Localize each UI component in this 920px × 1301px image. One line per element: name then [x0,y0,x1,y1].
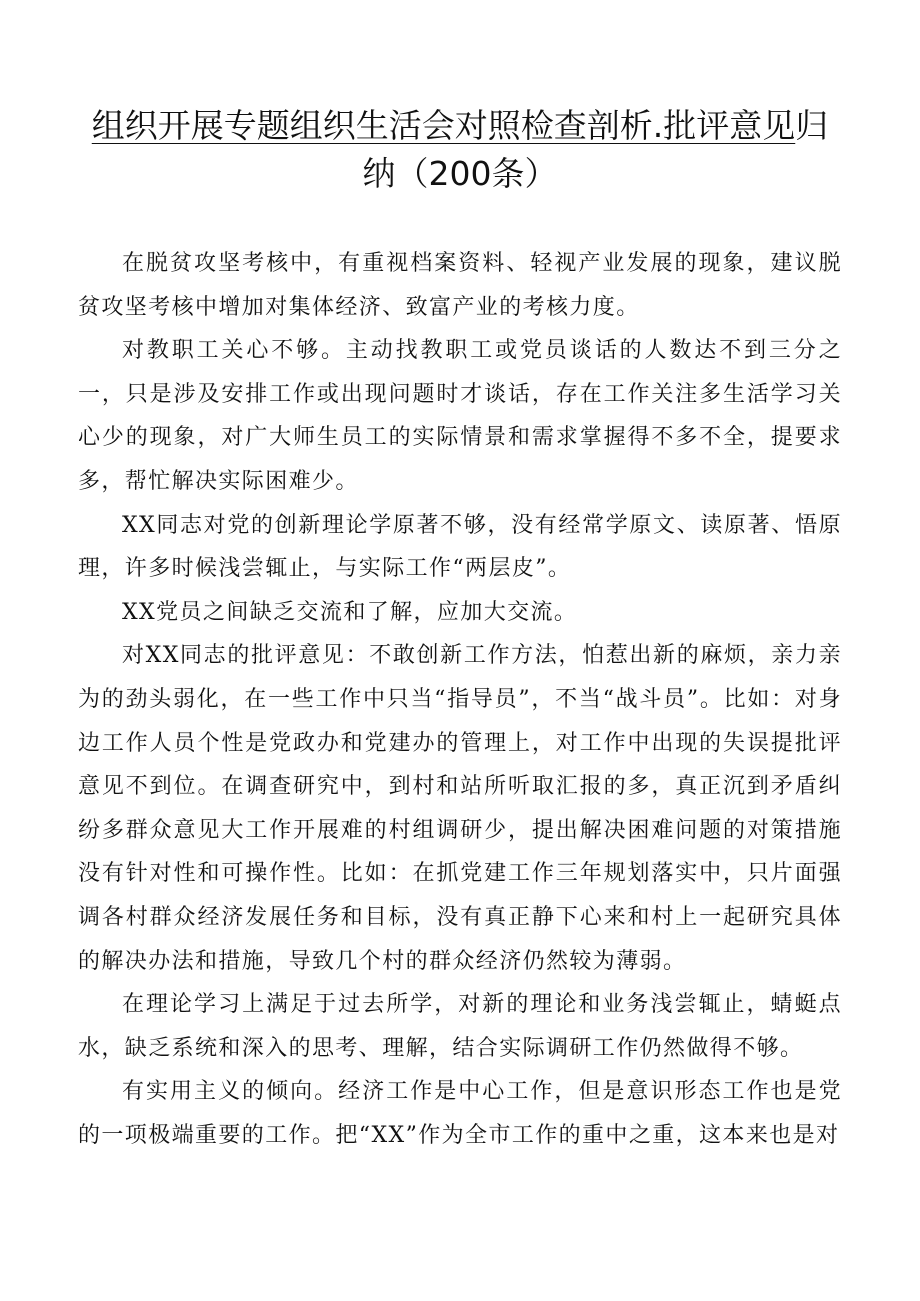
title-line2: 纳（200条） [362,154,558,193]
paragraph: 在理论学习上满足于过去所学，对新的理论和业务浅尝辄止，蜻蜓点水，缺乏系统和深入的思考、理解，结合实际调研工作仍然做得不够。 [78,992,842,1061]
paragraph: 对教职工关心不够。主动找教职工或党员谈话的人数达不到三分之一，只是涉及安排工作或出现问题时才谈话，存在工作关注多生活学习关心少的现象，对广大师生员工的实际情景和需求掌握得不多不全，提要求多，帮忙解决实际困难少。 [78,338,842,494]
document-title [78,102,842,198]
document-body [78,242,842,1157]
title-line1-rest: 归 [795,106,829,145]
paragraph: 在脱贫攻坚考核中，有重视档案资料、轻视产业发展的现象，建议脱贫攻坚考核中增加对集体经济、致富产业的考核力度。 [78,251,842,320]
paragraph: XX同志对党的创新理论学原著不够，没有经常学原文、读原著、悟原理，许多时候浅尝辄止，与实际工作“两层皮”。 [78,512,842,582]
paragraph: XX党员之间缺乏交流和了解，应加大交流。 [122,599,578,625]
paragraph: 有实用主义的倾向。经济工作是中心工作，但是意识形态工作也是党的一项极端重要的工作。把“XX”作为全市工作的重中之重，这本来也是对 [78,1079,842,1148]
paragraph: 对XX同志的批评意见：不敢创新工作方法，怕惹出新的麻烦，亲力亲为的劲头弱化，在一些工作中只当“指导员”，不当“战斗员”。比如：对身边工作人员个性是党政办和党建办的管理上，对工作中出现的失误提批评意见不到位。在调查研究中，到村和站所听取汇报的多，真正沉到矛盾纠纷多群众意见大工作开展难的村组调研少，提出解决困难问题的对策措施没有针对性和可操作性。比如：在抓党建工作三年规划落实中，只片面强调各村群众经济发展任务和目标，没有真正静下心来和村上一起研究具体的解决办法和措施，导致几个村的群众经济仍然较为薄弱。 [78,643,842,974]
title-underlined-part: 组织开展专题组织生活会对照检查剖析.批评意见 [91,106,796,145]
